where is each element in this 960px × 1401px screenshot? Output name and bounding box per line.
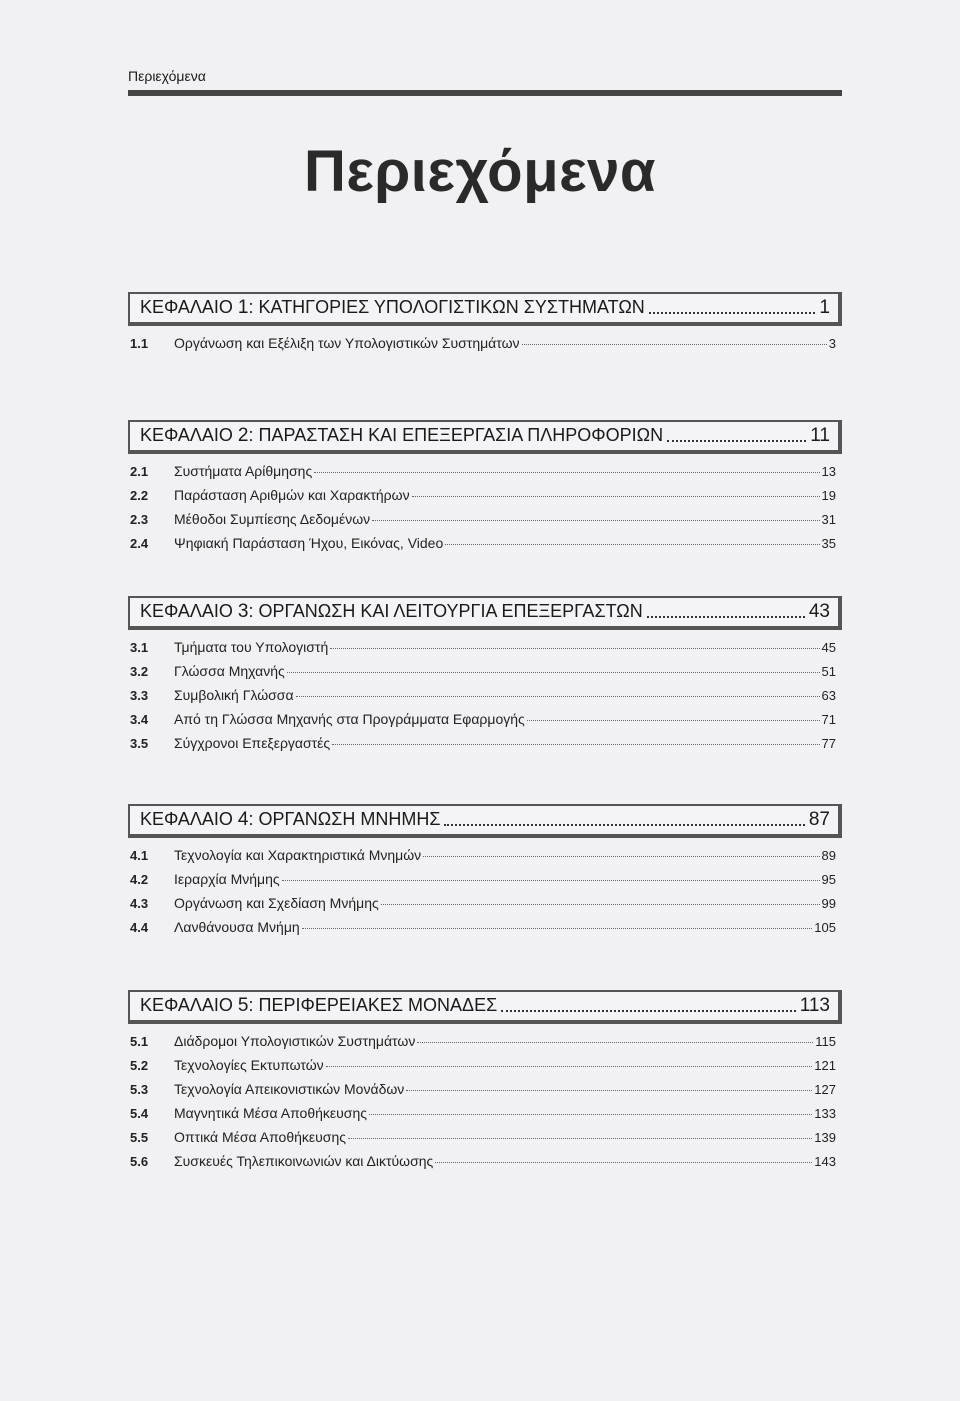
chapter-block xyxy=(128,596,842,759)
chapter-page-number: 87 xyxy=(808,809,830,830)
chapter-label: ΚΕΦΑΛΑΙΟ xyxy=(140,995,233,1015)
section-number: 4.1 xyxy=(130,848,149,863)
section-page-number: 99 xyxy=(821,896,836,911)
section-title: Οπτικά Μέσα Αποθήκευσης xyxy=(174,1129,346,1145)
dot-leader xyxy=(381,904,820,905)
dot-leader xyxy=(667,440,806,442)
section-title: Συστήματα Αρίθμησης xyxy=(174,463,313,479)
chapter-title: ΚΕΦΑΛΑΙΟ 2: ΠΑΡΑΣΤΑΣΗ ΚΑΙ ΕΠΕΞΕΡΓΑΣΙΑ ΠΛΗΡΟΦΟΡΙΩΝ xyxy=(140,425,664,446)
section-page-number: 95 xyxy=(821,872,836,887)
chapter-heading-box[interactable] xyxy=(128,292,842,326)
section-title: Συμβολική Γλώσσα xyxy=(174,687,294,703)
section-page-number: 19 xyxy=(821,488,836,503)
header-rule xyxy=(128,90,842,96)
dot-leader xyxy=(369,1114,812,1115)
section-row[interactable] xyxy=(130,487,842,511)
section-page-number: 89 xyxy=(821,848,836,863)
section-page-number: 45 xyxy=(821,640,836,655)
section-list xyxy=(128,847,842,943)
chapter-name: ΚΑΤΗΓΟΡΙΕΣ ΥΠΟΛΟΓΙΣΤΙΚΩΝ ΣΥΣΤΗΜΑΤΩΝ xyxy=(258,297,645,317)
section-number: 3.1 xyxy=(130,640,149,655)
section-number: 1.1 xyxy=(130,336,149,351)
dot-leader xyxy=(527,720,820,721)
section-title: Μέθοδοι Συμπίεσης Δεδομένων xyxy=(174,511,371,527)
section-page-number: 121 xyxy=(814,1058,836,1073)
section-number: 5.2 xyxy=(130,1058,149,1073)
section-row[interactable] xyxy=(130,663,842,687)
chapter-page-number: 11 xyxy=(810,425,830,446)
section-row[interactable] xyxy=(130,535,842,559)
section-page-number: 71 xyxy=(821,712,836,727)
dot-leader xyxy=(302,928,813,929)
section-number: 5.1 xyxy=(130,1034,149,1049)
chapter-title: ΚΕΦΑΛΑΙΟ 5: ΠΕΡΙΦΕΡΕΙΑΚΕΣ ΜΟΝΑΔΕΣ xyxy=(140,995,498,1016)
dot-leader xyxy=(326,1066,813,1067)
chapter-number: 1 xyxy=(237,297,249,318)
section-list xyxy=(128,335,842,359)
section-page-number: 77 xyxy=(821,736,836,751)
dot-leader xyxy=(282,880,820,881)
chapter-block xyxy=(128,990,842,1177)
section-number: 2.1 xyxy=(130,464,149,479)
section-list xyxy=(128,639,842,759)
section-title: Ιεραρχία Μνήμης xyxy=(174,871,280,887)
section-title: Τεχνολογία Απεικονιστικών Μονάδων xyxy=(174,1081,405,1097)
dot-leader xyxy=(348,1138,812,1139)
section-row[interactable] xyxy=(130,511,842,535)
section-title: Παράσταση Αριθμών και Χαρακτήρων xyxy=(174,487,410,503)
chapter-name: ΟΡΓΑΝΩΣΗ ΚΑΙ ΛΕΙΤΟΥΡΓΙΑ ΕΠΕΞΕΡΓΑΣΤΩΝ xyxy=(258,601,643,621)
chapter-heading-box[interactable] xyxy=(128,804,842,838)
dot-leader xyxy=(287,672,820,673)
section-page-number: 115 xyxy=(815,1034,836,1049)
dot-leader xyxy=(332,744,819,745)
chapter-heading-box[interactable] xyxy=(128,596,842,630)
section-row[interactable] xyxy=(130,919,842,943)
dot-leader xyxy=(314,472,819,473)
section-title: Διάδρομοι Υπολογιστικών Συστημάτων xyxy=(174,1033,416,1049)
chapter-page-number: 113 xyxy=(799,995,830,1016)
section-number: 5.3 xyxy=(130,1082,149,1097)
section-row[interactable] xyxy=(130,335,842,359)
chapter-heading-box[interactable] xyxy=(128,420,842,454)
section-list xyxy=(128,463,842,559)
section-title: Οργάνωση και Σχεδίαση Μνήμης xyxy=(174,895,379,911)
section-number: 2.2 xyxy=(130,488,149,503)
dot-leader xyxy=(444,824,804,826)
section-number: 2.3 xyxy=(130,512,149,527)
dot-leader xyxy=(647,616,805,618)
section-page-number: 127 xyxy=(814,1082,836,1097)
section-number: 3.4 xyxy=(130,712,149,727)
section-row[interactable] xyxy=(130,1081,842,1105)
section-page-number: 139 xyxy=(814,1130,836,1145)
chapter-title: ΚΕΦΑΛΑΙΟ 4: ΟΡΓΑΝΩΣΗ ΜΝΗΜΗΣ xyxy=(140,809,441,830)
dot-leader xyxy=(296,696,820,697)
chapter-number: 3 xyxy=(237,601,249,622)
dot-leader xyxy=(445,544,819,545)
chapter-name: ΠΑΡΑΣΤΑΣΗ ΚΑΙ ΕΠΕΞΕΡΓΑΣΙΑ ΠΛΗΡΟΦΟΡΙΩΝ xyxy=(258,425,664,445)
chapter-label: ΚΕΦΑΛΑΙΟ xyxy=(140,601,233,621)
chapter-label: ΚΕΦΑΛΑΙΟ xyxy=(140,809,233,829)
section-row[interactable] xyxy=(130,1153,842,1177)
chapter-number: 5 xyxy=(237,995,249,1016)
section-page-number: 133 xyxy=(814,1106,836,1121)
section-title: Τμήματα του Υπολογιστή xyxy=(174,639,329,655)
section-row[interactable] xyxy=(130,895,842,919)
section-page-number: 13 xyxy=(821,464,836,479)
section-list xyxy=(128,1033,842,1177)
section-number: 4.4 xyxy=(130,920,149,935)
dot-leader xyxy=(330,648,819,649)
dot-leader xyxy=(417,1042,813,1043)
section-page-number: 51 xyxy=(821,664,836,679)
chapter-page-number: 43 xyxy=(808,601,830,622)
section-number: 3.3 xyxy=(130,688,149,703)
section-title: Σύγχρονοι Επεξεργαστές xyxy=(174,735,331,751)
dot-leader xyxy=(522,344,827,345)
section-row[interactable] xyxy=(130,639,842,663)
chapter-title: ΚΕΦΑΛΑΙΟ 1: ΚΑΤΗΓΟΡΙΕΣ ΥΠΟΛΟΓΙΣΤΙΚΩΝ ΣΥΣΤΗΜΑΤΩΝ xyxy=(140,297,645,318)
section-row[interactable] xyxy=(130,463,842,487)
chapter-number: 2 xyxy=(237,425,249,446)
section-title: Γλώσσα Μηχανής xyxy=(174,663,285,679)
section-row[interactable] xyxy=(130,1105,842,1129)
dot-leader xyxy=(406,1090,812,1091)
section-title: Συσκευές Τηλεπικοινωνιών και Δικτύωσης xyxy=(174,1153,434,1169)
page-title: Περιεχόμενα xyxy=(303,139,657,204)
dot-leader xyxy=(501,1010,795,1012)
section-row[interactable] xyxy=(130,1033,842,1057)
dot-leader xyxy=(649,312,816,314)
chapter-title: ΚΕΦΑΛΑΙΟ 3: ΟΡΓΑΝΩΣΗ ΚΑΙ ΛΕΙΤΟΥΡΓΙΑ ΕΠΕΞΕΡΓΑΣΤΩΝ xyxy=(140,601,643,622)
section-page-number: 35 xyxy=(821,536,836,551)
section-page-number: 3 xyxy=(828,336,836,351)
section-page-number: 63 xyxy=(821,688,836,703)
chapter-name: ΠΕΡΙΦΕΡΕΙΑΚΕΣ ΜΟΝΑΔΕΣ xyxy=(258,995,498,1015)
chapter-block xyxy=(128,804,842,943)
dot-leader xyxy=(435,1162,812,1163)
chapter-block xyxy=(128,420,842,559)
chapter-heading-box[interactable] xyxy=(128,990,842,1024)
chapter-label: ΚΕΦΑΛΑΙΟ xyxy=(140,297,233,317)
section-number: 5.5 xyxy=(130,1130,149,1145)
dot-leader xyxy=(372,520,819,521)
section-row[interactable] xyxy=(130,1129,842,1153)
section-title: Οργάνωση και Εξέλιξη των Υπολογιστικών Συστημάτων xyxy=(174,335,520,351)
section-row[interactable] xyxy=(130,847,842,871)
section-title: Από τη Γλώσσα Μηχανής στα Προγράμματα Εφαρμογής xyxy=(174,711,525,727)
section-number: 5.4 xyxy=(130,1106,149,1121)
section-row[interactable] xyxy=(130,1057,842,1081)
section-page-number: 143 xyxy=(814,1154,836,1169)
section-row[interactable] xyxy=(130,735,842,759)
section-page-number: 105 xyxy=(814,920,836,935)
section-row[interactable] xyxy=(130,687,842,711)
section-page-number: 31 xyxy=(821,512,836,527)
section-number: 2.4 xyxy=(130,536,149,551)
chapter-block xyxy=(128,292,842,359)
section-number: 4.3 xyxy=(130,896,149,911)
chapter-name: ΟΡΓΑΝΩΣΗ ΜΝΗΜΗΣ xyxy=(258,809,441,829)
section-row[interactable] xyxy=(130,871,842,895)
chapter-page-number: 1 xyxy=(819,297,830,318)
chapter-label: ΚΕΦΑΛΑΙΟ xyxy=(140,425,233,445)
section-number: 3.5 xyxy=(130,736,149,751)
section-title: Λανθάνουσα Μνήμη xyxy=(174,919,300,935)
running-header: Περιεχόμενα xyxy=(128,68,206,84)
section-number: 4.2 xyxy=(130,872,149,887)
section-number: 3.2 xyxy=(130,664,149,679)
dot-leader xyxy=(423,856,819,857)
section-title: Μαγνητικά Μέσα Αποθήκευσης xyxy=(174,1105,367,1121)
section-number: 5.6 xyxy=(130,1154,149,1169)
section-title: Τεχνολογίες Εκτυπωτών xyxy=(174,1057,324,1073)
section-title: Τεχνολογία και Χαρακτηριστικά Μνημών xyxy=(174,847,422,863)
chapter-number: 4 xyxy=(237,809,249,830)
dot-leader xyxy=(412,496,820,497)
section-title: Ψηφιακή Παράσταση Ήχου, Εικόνας, Video xyxy=(174,535,444,551)
section-row[interactable] xyxy=(130,711,842,735)
